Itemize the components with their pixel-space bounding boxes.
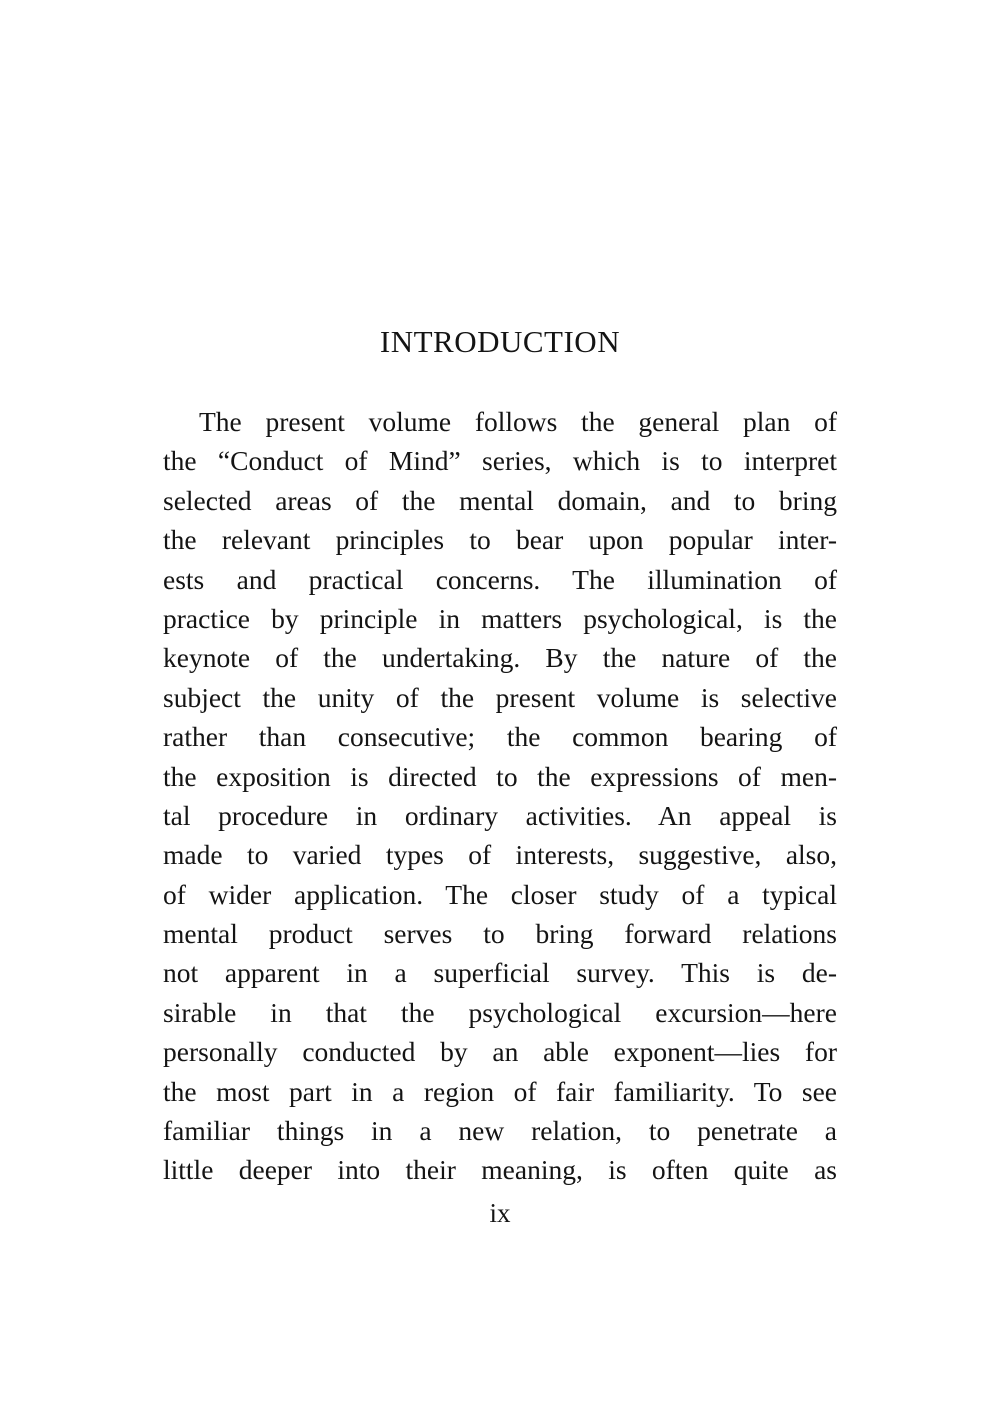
text-line: little deeper into their meaning, is often quite as: [163, 1154, 837, 1186]
text-line: personally conducted by an able exponent—lies for: [163, 1036, 837, 1068]
text-line: the exposition is directed to the expressions of men-: [163, 760, 837, 792]
text-line: selected areas of the mental domain, and to bring: [163, 484, 837, 516]
body-paragraph: [163, 402, 837, 1190]
text-line: sirable in that the psychological excursion—here: [163, 996, 837, 1028]
text-line: practice by principle in matters psychological, is the: [163, 602, 837, 634]
text-line: the most part in a region of fair familiarity. To see: [163, 1075, 837, 1107]
text-line: mental product serves to bring forward relations: [163, 918, 837, 950]
text-line: not apparent in a superficial survey. This is de-: [163, 957, 837, 989]
text-line: made to varied types of interests, suggestive, also,: [163, 839, 837, 871]
text-line: The present volume follows the general plan of: [199, 406, 837, 437]
text-line: the relevant principles to bear upon popular inter-: [163, 524, 837, 556]
text-line: tal procedure in ordinary activities. An appeal is: [163, 799, 837, 831]
text-line: keynote of the undertaking. By the nature of the: [163, 642, 837, 674]
page-number: ix: [489, 1198, 511, 1228]
text-line: of wider application. The closer study of a typical: [163, 878, 837, 910]
text-line: subject the unity of the present volume is selective: [163, 681, 837, 713]
text-line: familiar things in a new relation, to penetrate a: [163, 1115, 837, 1147]
chapter-heading: INTRODUCTION: [379, 324, 621, 359]
text-line: rather than consecutive; the common bearing of: [163, 721, 837, 753]
text-line: ests and practical concerns. The illumination of: [163, 563, 837, 595]
text-line: the “Conduct of Mind” series, which is to interpret: [163, 445, 837, 477]
